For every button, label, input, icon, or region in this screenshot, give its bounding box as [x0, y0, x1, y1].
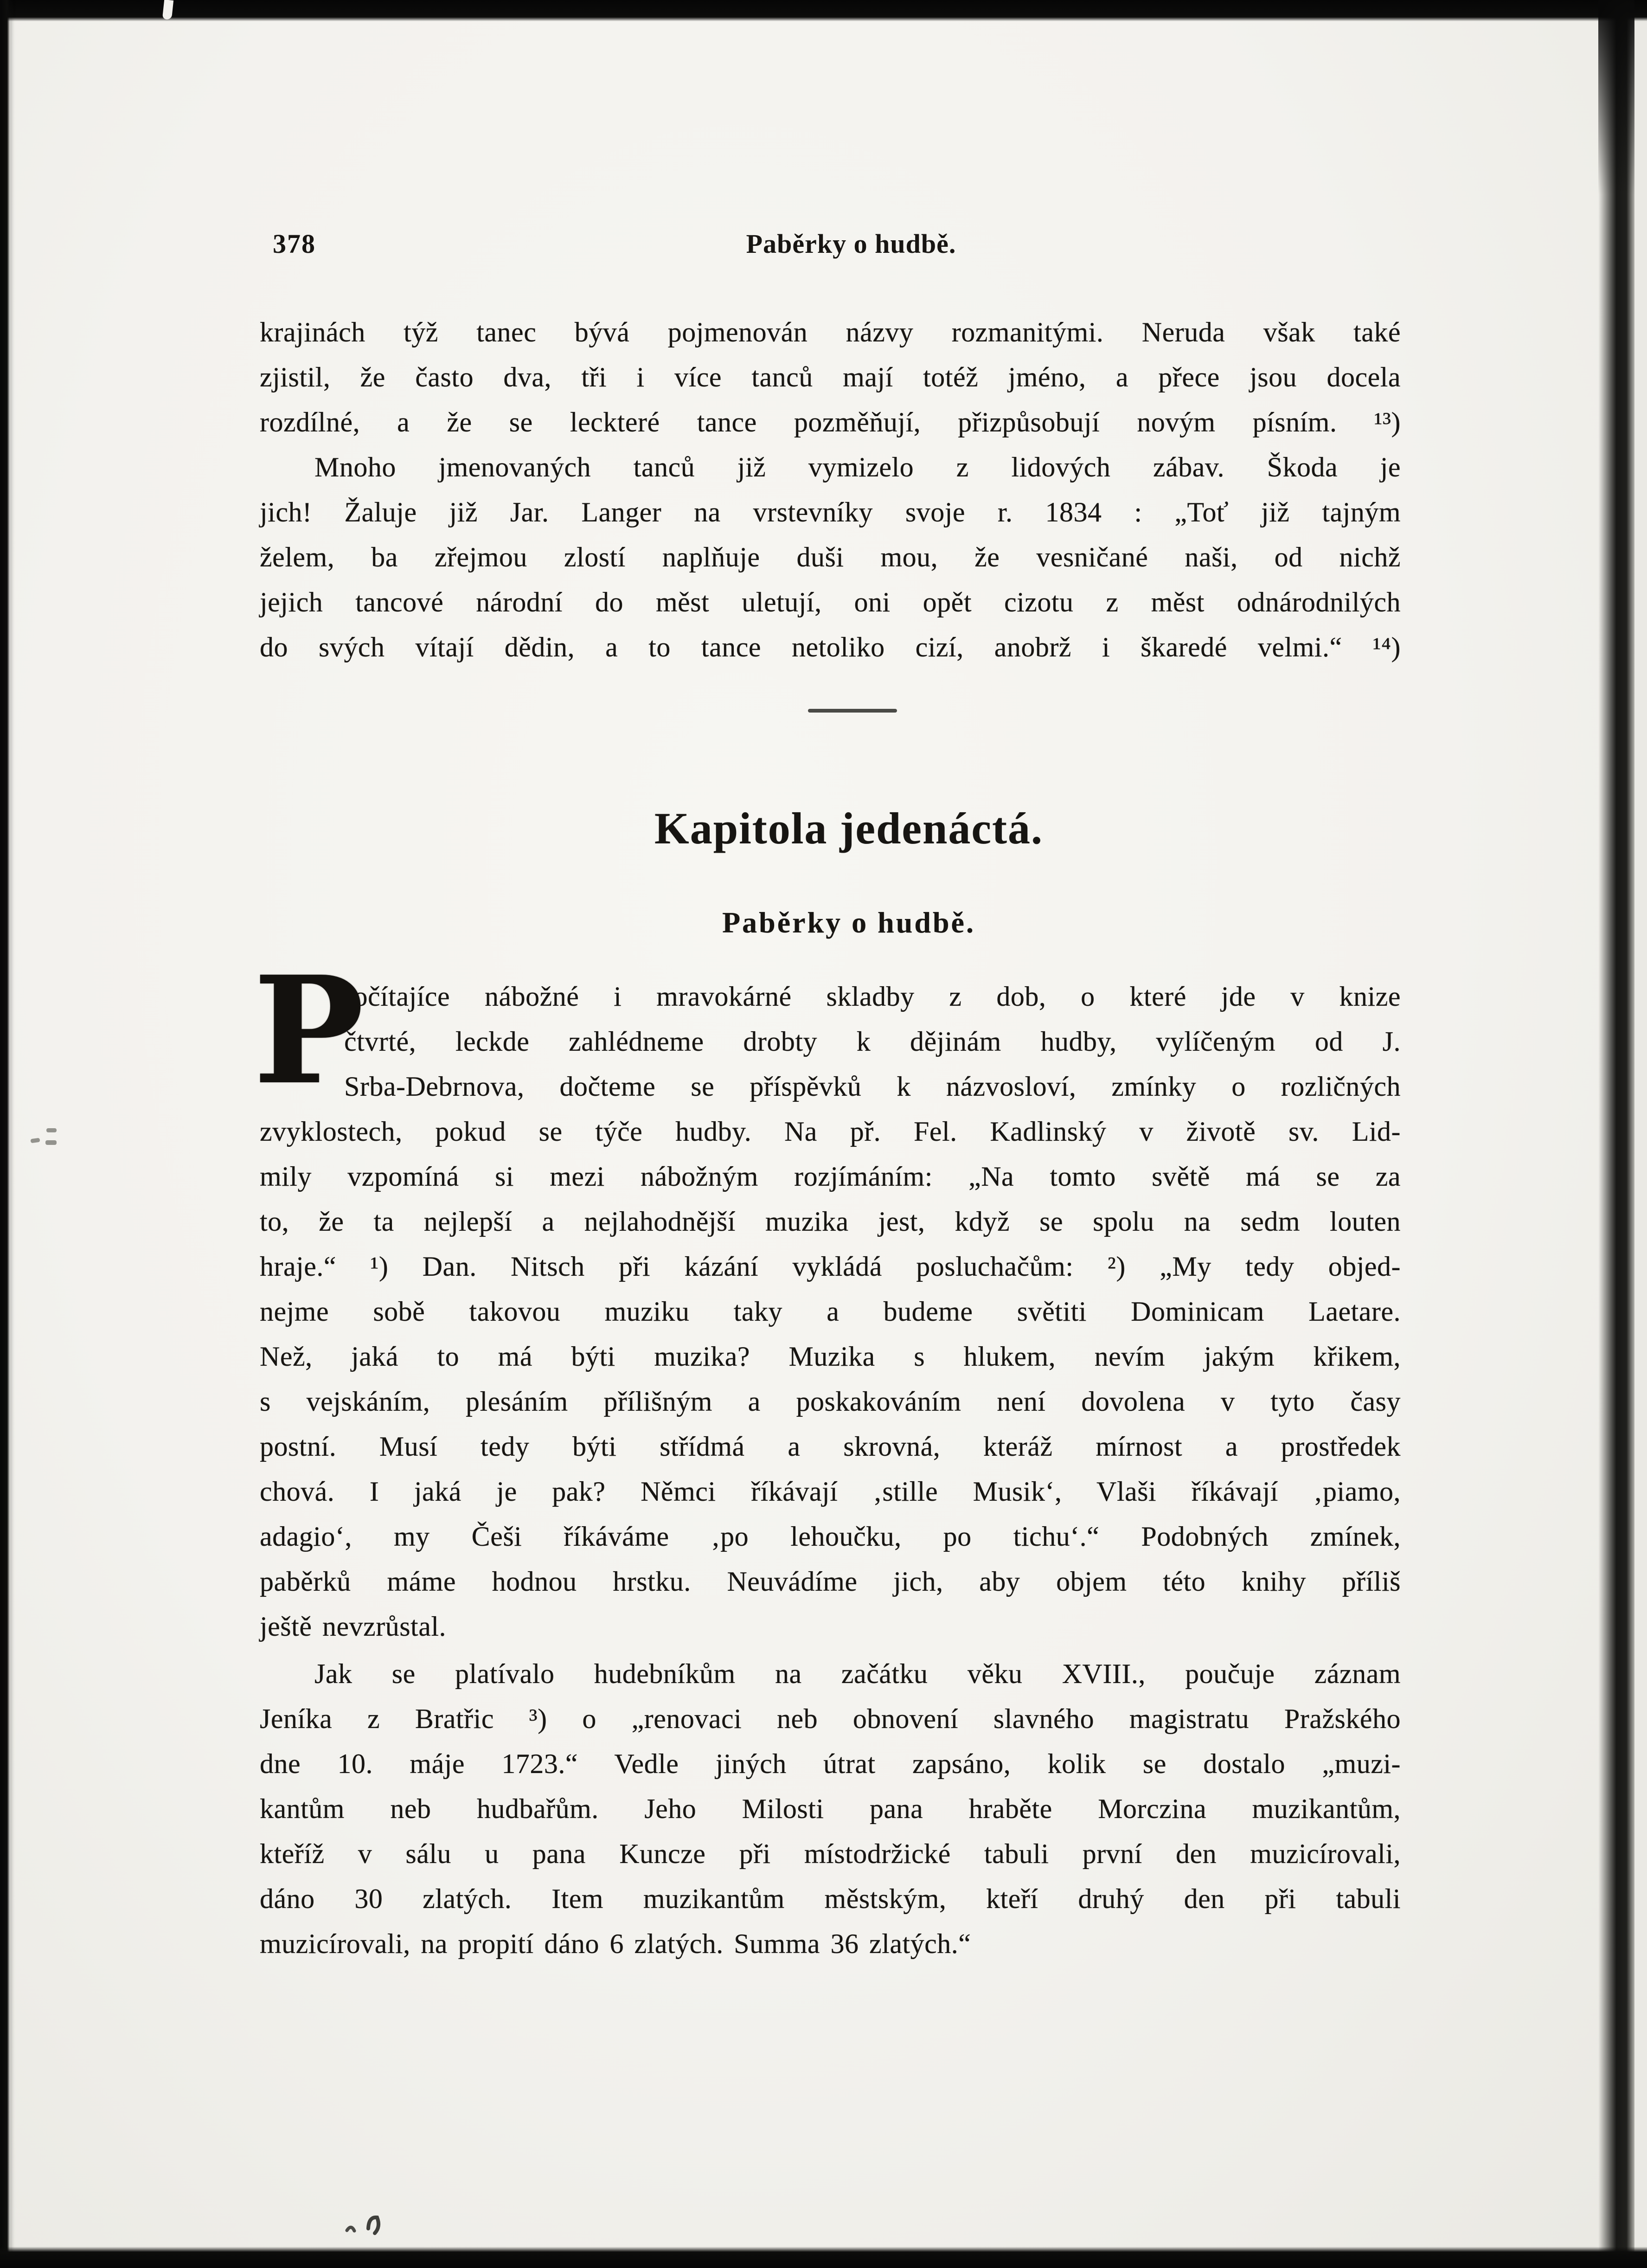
text-line: do svých vítají dědin, a to tance netoliko cizí, anobrž i škaredé velmi.“ ¹⁴) [260, 632, 1401, 662]
ink-specks [31, 1128, 58, 1161]
text-line: s vejskáním, plesáním přílišným a poskakováním není dovolena v tyto časy [260, 1386, 1401, 1417]
text-line: to, že ta nejlepší a nejlahodnější muzika jest, když se spolu na sedm louten [260, 1206, 1401, 1237]
text-line: adagio‘, my Češi říkáváme ‚po lehoučku, po tichu‘.“ Podobných zmínek, [260, 1521, 1401, 1552]
scan-edge-left [0, 0, 10, 2268]
chapter-subtitle: Paběrky o hudbě. [722, 906, 975, 939]
text-line: dáno 30 zlatých. Item muzikantům městským, kteří druhý den při tabuli [260, 1883, 1401, 1914]
text-line: kteříž v sálu u pana Kuncze při místodržické tabuli první den muzicírovali, [260, 1838, 1401, 1869]
chapter-title: Kapitola jedenáctá. [654, 803, 1043, 853]
scan-edge-top [0, 0, 1647, 21]
text-line: čtvrté, leckde zahlédneme drobty k dějinám hudby, vylíčeným od J. [344, 1026, 1401, 1057]
scan-edge-right-bar [1598, 0, 1634, 2268]
page-number: 378 [273, 229, 316, 259]
text-line: hraje.“ ¹) Dan. Nitsch při kázání vykládá posluchačům: ²) „My tedy objed- [260, 1251, 1401, 1282]
text-line: paběrků máme hodnou hrstku. Neuvádíme jich, aby objem této knihy příliš [260, 1566, 1401, 1597]
section-divider [808, 709, 897, 713]
scan-edge-right-margin [1634, 21, 1647, 2247]
text-line: mily vzpomíná si mezi nábožným rozjímáním: „Na tomto světě má se za [260, 1161, 1401, 1192]
text-line: Jak se platívalo hudebníkům na začátku věku XVIII., poučuje záznam [314, 1658, 1401, 1689]
running-title: Paběrky o hudbě. [746, 229, 956, 259]
text-line: Jeníka z Bratřic ³) o „renovaci neb obnovení slavného magistratu Pražského [260, 1703, 1401, 1734]
text-line: zjistil, že často dva, tři i více tanců mají totéž jméno, a přece jsou docela [260, 362, 1401, 392]
text-line: chová. I jaká je pak? Němci říkávají ‚stille Musik‘, Vlaši říkávají ‚piamo, [260, 1476, 1401, 1507]
text-line: želem, ba zřejmou zlostí naplňuje duši mou, že vesničané naši, od nichž [260, 542, 1401, 572]
text-line: krajinách týž tanec bývá pojmenován názvy rozmanitými. Neruda však také [260, 317, 1401, 347]
page-header [260, 228, 1401, 267]
text-line: zvyklostech, pokud se týče hudby. Na př. Fel. Kadlinský v životě sv. Lid- [260, 1116, 1401, 1147]
text-line: ročítajíce nábožné i mravokárné skladby z dob, o které jde v knize [344, 981, 1401, 1012]
text-line: postní. Musí tedy býti střídmá a skrovná, kteráž mírnost a prostředek [260, 1431, 1401, 1462]
text-line: jich! Žaluje již Jar. Langer na vrstevníky svoje r. 1834 : „Toť již tajným [260, 497, 1401, 527]
dropcap-initial [253, 944, 365, 1117]
text-line: Než, jaká to má býti muzika? Muzika s hlukem, nevím jakým křikem, [260, 1341, 1401, 1372]
text-line: Mnoho jmenovaných tanců již vymizelo z lidových zábav. Škoda je [314, 452, 1401, 482]
text-line: muzicírovali, na propití dáno 6 zlatých. Summa 36 zlatých.“ [260, 1928, 971, 1959]
text-line: dne 10. máje 1723.“ Vedle jiných útrat zapsáno, kolik se dostalo „muzi- [260, 1748, 1401, 1779]
text-line: ještě nevzrůstal. [260, 1611, 447, 1642]
paragraph-3 [260, 1651, 1401, 1966]
handwritten-mark [344, 2211, 391, 2239]
text-line: jejich tancové národní do měst uletují, oni opět cizotu z měst odnárodnilých [260, 587, 1401, 617]
dropcap-letter: P [253, 944, 365, 1117]
text-line: kantům neb hudbařům. Jeho Milosti pana hraběte Morczina muzikantům, [260, 1793, 1401, 1824]
text-line: nejme sobě takovou muziku taky a budeme světiti Dominicam Laetare. [260, 1296, 1401, 1327]
paragraph-2 [253, 944, 1401, 1649]
text-line: rozdílné, a že se leckteré tance pozměňují, přizpůsobují novým písním. ¹³) [260, 407, 1401, 437]
paragraph-1 [260, 310, 1401, 670]
text-line: Srba-Debrnova, dočteme se příspěvků k názvosloví, zmínky o rozličných [344, 1071, 1401, 1102]
scan-edge-bottom [0, 2247, 1647, 2268]
